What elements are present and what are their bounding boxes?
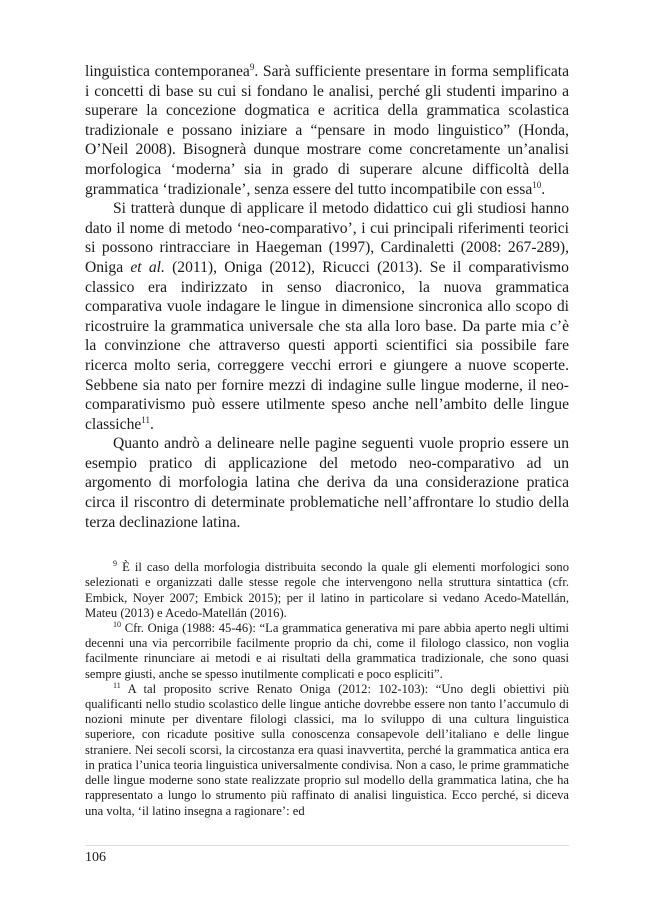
paragraph-2-text-b: (2011), Oniga (2012), Ricucci (2013). Se il comparativismo classico era indirizzato in senso diacronico, la nuova grammatica comparativa vuole indagare le lingue in dimensione sincronica allo scopo di ricostruire la grammatica universale che sta alla loro base. Da parte mia c’è la convinzione che attraverso questi apporti scientifici sia possibile fare ricerca molto seria, correggere vecchi errori e giungere a nuove scoperte. Sebbene sia nato per fornire mezzi di indagine sulle lingue moderne, il neo-comparativismo può essere utilmente speso anche nell’ambito delle lingue classiche xyxy=(85,258,569,433)
paragraph-2-text-c: . xyxy=(149,415,154,433)
footnote-ref-10[interactable]: 10 xyxy=(532,179,542,190)
footnote-number: 10 xyxy=(113,620,121,630)
page-number: 106 xyxy=(85,845,569,866)
footnote-text: È il caso della morfologia distribuita secondo la quale gli elementi morfologici sono selezionati e organizzati dalle stesse regole che intervengono nella struttura sintattica (cfr. Embick, Noyer 2007; Embick 2015); per il latino in particolare si vedano Acedo-Matellán, Mateu (2013) e Acedo-Matellán (2016). xyxy=(85,560,569,620)
footnote-number: 11 xyxy=(113,680,121,690)
et-al-italic: et al. xyxy=(130,258,165,276)
main-text xyxy=(85,62,569,532)
paragraph-2 xyxy=(85,199,569,434)
footnote-number: 9 xyxy=(113,559,117,569)
paragraph-2-text-a: Si tratterà dunque di applicare il metodo didattico cui gli studiosi hanno dato il nome di metodo ‘neo-comparativo’, i cui principali riferimenti teorici si possono rintracciare in Haegeman (1997), Cardinaletti (2008: 267-289), Oniga xyxy=(85,200,569,276)
paragraph-1-text-a: linguistica contemporanea xyxy=(85,63,250,80)
paragraph-1-text-c: . xyxy=(541,180,546,198)
footnote-10 xyxy=(85,621,569,682)
paragraph-3: Quanto andrò a delineare nelle pagine seguenti vuole proprio essere un esempio pratico di applicazione del metodo neo-comparativo ad un argomento di morfologia latina che deriva da una considerazione pratica circa il riscontro di determinate problematiche nell’affrontare lo studio della terza declinazione latina. xyxy=(85,435,569,531)
page-content xyxy=(85,62,569,819)
paragraph-1 xyxy=(85,62,569,199)
paragraph-1-text-b: . Sarà sufficiente presentare in forma semplificata i concetti di base su cui si fondano le analisi, perché gli studenti imparino a superare la concezione dogmatica e acritica della grammatica scolastica tradizionale e possano iniziare a “pensare in modo linguistico” (Honda, O’Neil 2008). Bisognerà dunque mostrare come concretamente un’analisi morfologica ‘moderna’ sia in grado di superare alcune difficoltà della grammatica ‘tradizionale’, senza essere del tutto incompatibile con essa xyxy=(85,63,570,198)
footnote-text: A tal proposito scrive Renato Oniga (2012: 102-103): “Uno degli obiettivi più qualificanti nello studio scolastico delle lingue antiche dovrebbe essere non tanto l’accumulo di nozioni minute per diventare filologi classici, ma lo sviluppo di una cultura linguistica superiore, con ricadute positive sulla conoscenza consapevole dell’italiano e delle lingue straniere. Nei secoli scorsi, la circostanza era quasi inavvertita, perché la grammatica antica era in pratica l’unica teoria linguistica universalmente condivisa. Non a caso, le prime grammatiche delle lingue moderne sono state realizzate proprio sul modello della grammatica latina, che ha rappresentato a lungo lo strumento più raffinato di analisi linguistica. Ecco perché, si diceva una volta, ‘il latino insegna a ragionare’: ed xyxy=(85,681,569,818)
footnote-ref-11[interactable]: 11 xyxy=(141,414,150,425)
footnotes xyxy=(85,560,569,818)
footnote-ref-9[interactable]: 9 xyxy=(249,62,255,72)
footnote-text: Cfr. Oniga (1988: 45-46): “La grammatica generativa mi pare abbia aperto negli ultimi decenni una via percorribile facilmente proprio da chi, come il filologo classico, non voglia facilmente rinunciare ai metodi e ai risultati della grammatica tradizionale, che sono quasi sempre giusti, anche se spesso inutilmente complicati e poco espliciti”. xyxy=(85,621,569,681)
footnote-11 xyxy=(85,682,569,819)
footnote-9 xyxy=(85,560,569,621)
